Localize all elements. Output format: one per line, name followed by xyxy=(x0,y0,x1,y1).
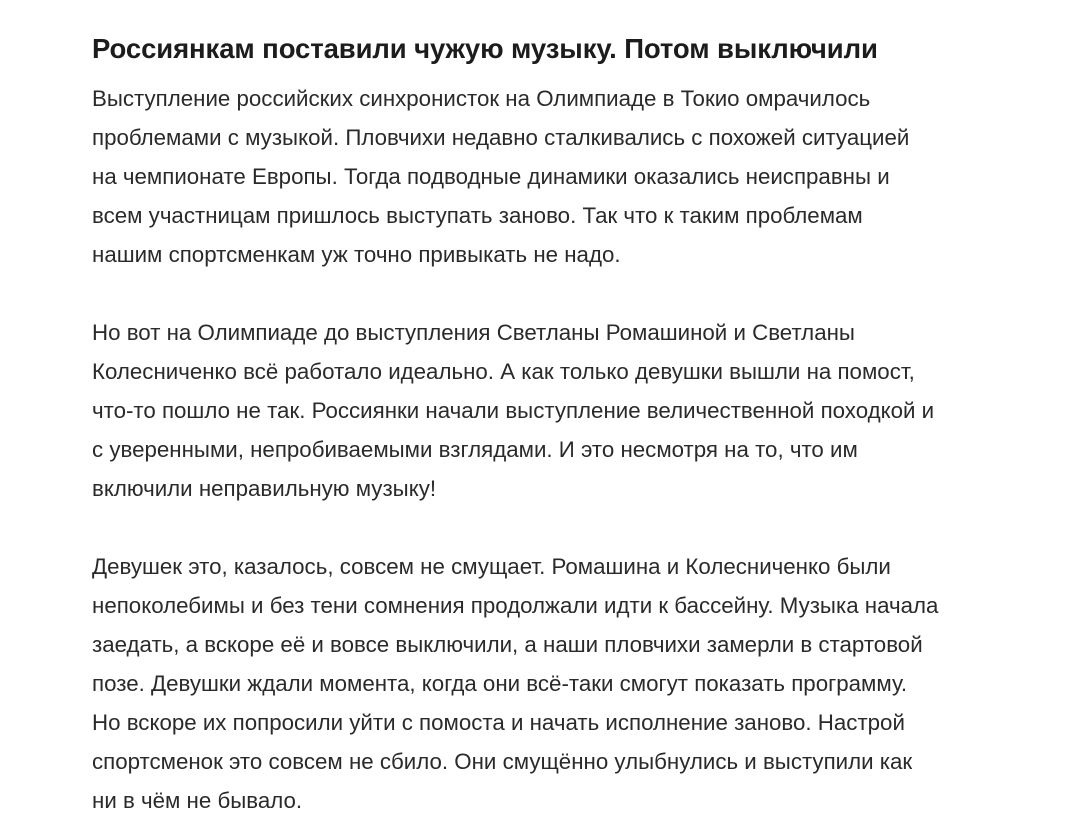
article-headline: Россиянкам поставили чужую музыку. Потом выключили xyxy=(92,33,878,64)
paragraph-line: Колесниченко всё работало идеально. А как только девушки вышли на помост, xyxy=(92,359,915,384)
article xyxy=(92,0,1032,820)
article-paragraph xyxy=(92,547,1032,820)
paragraph-line: с уверенными, непробиваемыми взглядами. И это несмотря на то, что им xyxy=(92,437,858,462)
paragraph-line: на чемпионате Европы. Тогда подводные динамики оказались неисправны и xyxy=(92,164,890,189)
paragraph-line: нашим спортсменкам уж точно привыкать не надо. xyxy=(92,242,621,267)
paragraph-line: включили неправильную музыку! xyxy=(92,476,437,501)
paragraph-line: ни в чём не бывало. xyxy=(92,788,303,813)
paragraph-line: что-то пошло не так. Россиянки начали выступление величественной походкой и xyxy=(92,398,935,423)
paragraph-line: непоколебимы и без тени сомнения продолжали идти к бассейну. Музыка начала xyxy=(92,593,939,618)
paragraph-line: проблемами с музыкой. Пловчихи недавно сталкивались с похожей ситуацией xyxy=(92,125,910,150)
paragraph-line: позе. Девушки ждали момента, когда они всё-таки смогут показать программу. xyxy=(92,671,908,696)
article-paragraph xyxy=(92,79,1032,274)
paragraph-line: Девушек это, казалось, совсем не смущает. Ромашина и Колесниченко были xyxy=(92,554,891,579)
paragraph-line: всем участницам пришлось выступать заново. Так что к таким проблемам xyxy=(92,203,863,228)
paragraph-line: Но вскоре их попросили уйти с помоста и начать исполнение заново. Настрой xyxy=(92,710,905,735)
paragraph-line: Выступление российских синхронисток на Олимпиаде в Токио омрачилось xyxy=(92,86,871,111)
paragraph-line: заедать, а вскоре её и вовсе выключили, а наши пловчихи замерли в стартовой xyxy=(92,632,923,657)
paragraph-line: спортсменок это совсем не сбило. Они смущённо улыбнулись и выступили как xyxy=(92,749,913,774)
article-paragraph xyxy=(92,313,1032,508)
paragraph-line: Но вот на Олимпиаде до выступления Светланы Ромашиной и Светланы xyxy=(92,320,855,345)
